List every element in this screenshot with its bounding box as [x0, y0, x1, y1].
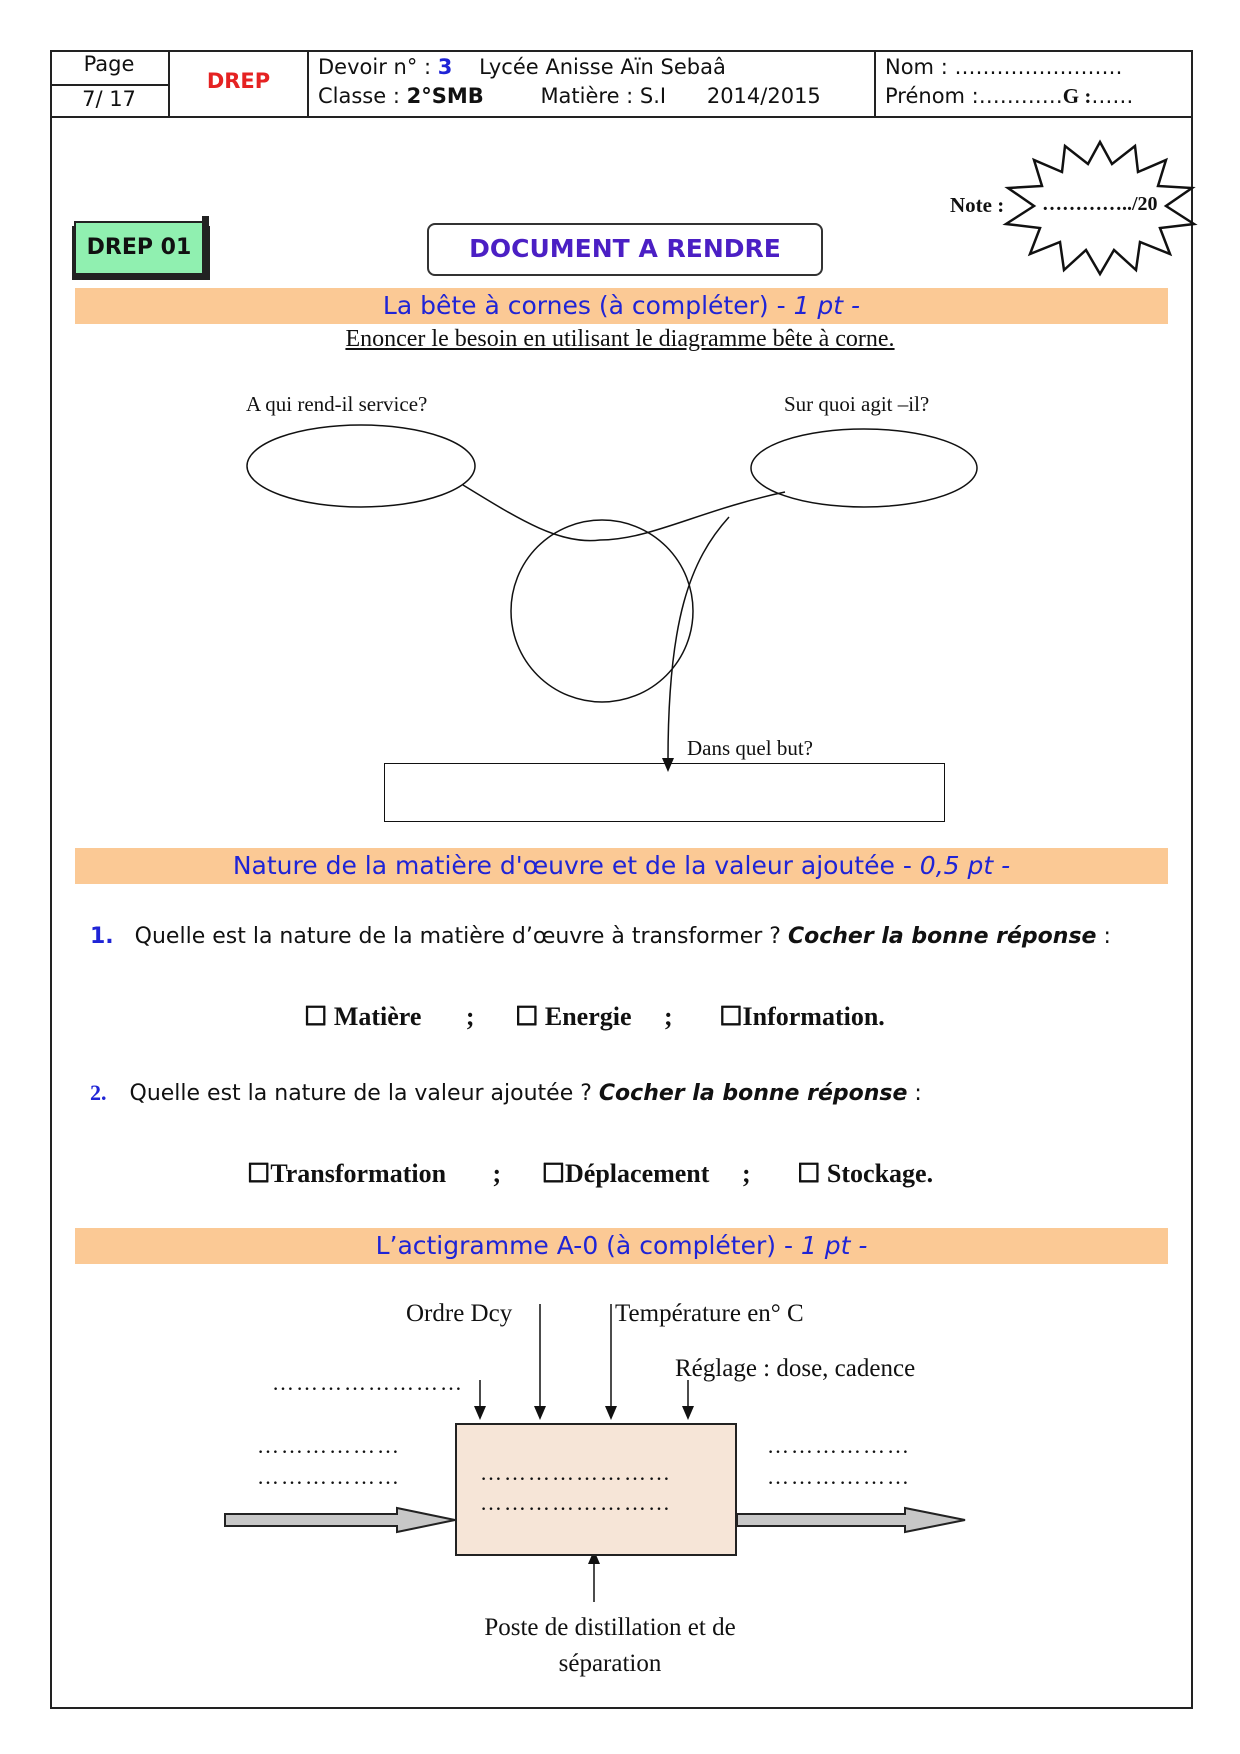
- checkbox-icon: ☐: [515, 1002, 539, 1031]
- separator: ;: [741, 1159, 751, 1188]
- school-year: 2014/2015: [706, 84, 821, 108]
- section-band-actigramme: [75, 1228, 1168, 1264]
- function-blank-2[interactable]: ……………………: [480, 1490, 672, 1515]
- section-points: 1 pt -: [800, 1231, 868, 1260]
- page-number: 7/ 17: [82, 87, 136, 111]
- output-arrow-icon: [737, 1508, 965, 1532]
- question-hint: Cocher la bonne réponse: [787, 924, 1097, 949]
- purpose-arrow-line: [668, 517, 729, 760]
- checkbox-icon: ☐: [719, 1002, 743, 1031]
- checkbox-matiere[interactable]: [304, 1002, 421, 1031]
- checkbox-stockage[interactable]: [797, 1159, 933, 1188]
- question-colon: :: [1096, 924, 1111, 949]
- control-reglage: Réglage : dose, cadence: [675, 1355, 916, 1382]
- instruction: Enoncer le besoin en utilisant le diagramme bête à corne.: [345, 326, 895, 352]
- question-right: Sur quoi agit –il?: [784, 392, 930, 416]
- section-title: L’actigramme A-0 (à compléter) -: [375, 1231, 801, 1260]
- separator: ;: [465, 1002, 475, 1031]
- question-text: Quelle est la nature de la matière d’œuvre à transformer ?: [134, 924, 788, 949]
- option-label: Stockage.: [826, 1159, 934, 1188]
- page-label: Page: [83, 52, 135, 76]
- section-code: DREP: [206, 69, 271, 93]
- question-2: [90, 1080, 922, 1106]
- question-bottom: Dans quel but?: [687, 736, 813, 760]
- horn-curve: [463, 485, 785, 541]
- section-title: Nature de la matière d'œuvre et de la valeur ajoutée -: [232, 851, 920, 880]
- question-hint: Cocher la bonne réponse: [598, 1081, 908, 1106]
- note-score[interactable]: …………../20: [1042, 193, 1158, 215]
- devoir-number: 3: [437, 55, 453, 79]
- control-blank[interactable]: ……………………: [272, 1370, 464, 1395]
- question-left: A qui rend-il service?: [246, 392, 428, 416]
- question-number: 1.: [90, 924, 114, 949]
- section-band-nature: [75, 848, 1168, 884]
- group-label: G :: [1062, 84, 1092, 108]
- devoir-label: Devoir n° :: [318, 55, 432, 79]
- options-row-2: [247, 1159, 933, 1189]
- section-points: 1 pt -: [793, 291, 861, 320]
- arrow-head-icon: [534, 1406, 546, 1420]
- arrow-head-icon: [682, 1406, 694, 1420]
- school-name: Lycée Anisse Aïn Sebaâ: [479, 55, 726, 79]
- group-dots: ……: [1091, 84, 1134, 108]
- checkbox-icon: ☐: [247, 1159, 271, 1188]
- section-title: La bête à cornes (à compléter) -: [382, 291, 794, 320]
- options-row-1: [304, 1002, 885, 1032]
- purpose-answer-box[interactable]: [384, 763, 945, 822]
- option-label: Déplacement: [565, 1159, 710, 1188]
- question-colon: :: [907, 1081, 922, 1106]
- support-label: Poste de distillation et de séparation: [484, 1614, 736, 1677]
- input-arrow-icon: [225, 1508, 455, 1532]
- arrow-head-icon: [605, 1406, 617, 1420]
- matiere: Matière : S.I: [540, 84, 667, 108]
- control-temperature: Température en° C: [615, 1300, 804, 1327]
- ellipse-user[interactable]: [247, 425, 475, 507]
- classe-value: 2°SMB: [406, 84, 484, 108]
- separator: ;: [492, 1159, 502, 1188]
- output-blank-1[interactable]: ………………: [767, 1433, 911, 1458]
- ellipse-matter[interactable]: [751, 429, 977, 507]
- drep-tag: DREP 01: [74, 221, 204, 275]
- note-label: Note :: [950, 193, 1005, 217]
- option-label: Matière: [333, 1002, 422, 1031]
- option-label: Information.: [742, 1002, 885, 1031]
- checkbox-transformation[interactable]: [247, 1159, 446, 1188]
- separator: ;: [664, 1002, 673, 1031]
- document-title: DOCUMENT A RENDRE: [427, 223, 823, 276]
- input-blank-2[interactable]: ………………: [257, 1464, 401, 1489]
- question-number: 2.: [90, 1080, 107, 1105]
- prenom-dots: …………: [978, 84, 1063, 108]
- checkbox-icon: ☐: [797, 1159, 821, 1188]
- input-blank-1[interactable]: ………………: [257, 1433, 401, 1458]
- checkbox-information[interactable]: [719, 1002, 885, 1031]
- control-order: Ordre Dcy: [406, 1300, 513, 1327]
- checkbox-energie[interactable]: [515, 1002, 631, 1031]
- checkbox-deplacement[interactable]: [542, 1159, 710, 1188]
- checkbox-icon: ☐: [304, 1002, 328, 1031]
- option-label: Transformation: [270, 1159, 447, 1188]
- nom-field[interactable]: Nom : ……………………: [885, 55, 1123, 79]
- classe-label: Classe :: [318, 84, 400, 108]
- circle-product[interactable]: [511, 520, 693, 702]
- question-text: Quelle est la nature de la valeur ajoutée ?: [129, 1081, 599, 1106]
- prenom-label: Prénom :: [885, 84, 979, 108]
- option-label: Energie: [544, 1002, 632, 1031]
- arrow-head-icon: [474, 1406, 486, 1420]
- output-blank-2[interactable]: ………………: [767, 1464, 911, 1489]
- function-blank-1[interactable]: ……………………: [480, 1460, 672, 1485]
- checkbox-icon: ☐: [541, 1159, 566, 1188]
- section-points: 0,5 pt -: [919, 851, 1011, 880]
- question-1: [90, 924, 1111, 949]
